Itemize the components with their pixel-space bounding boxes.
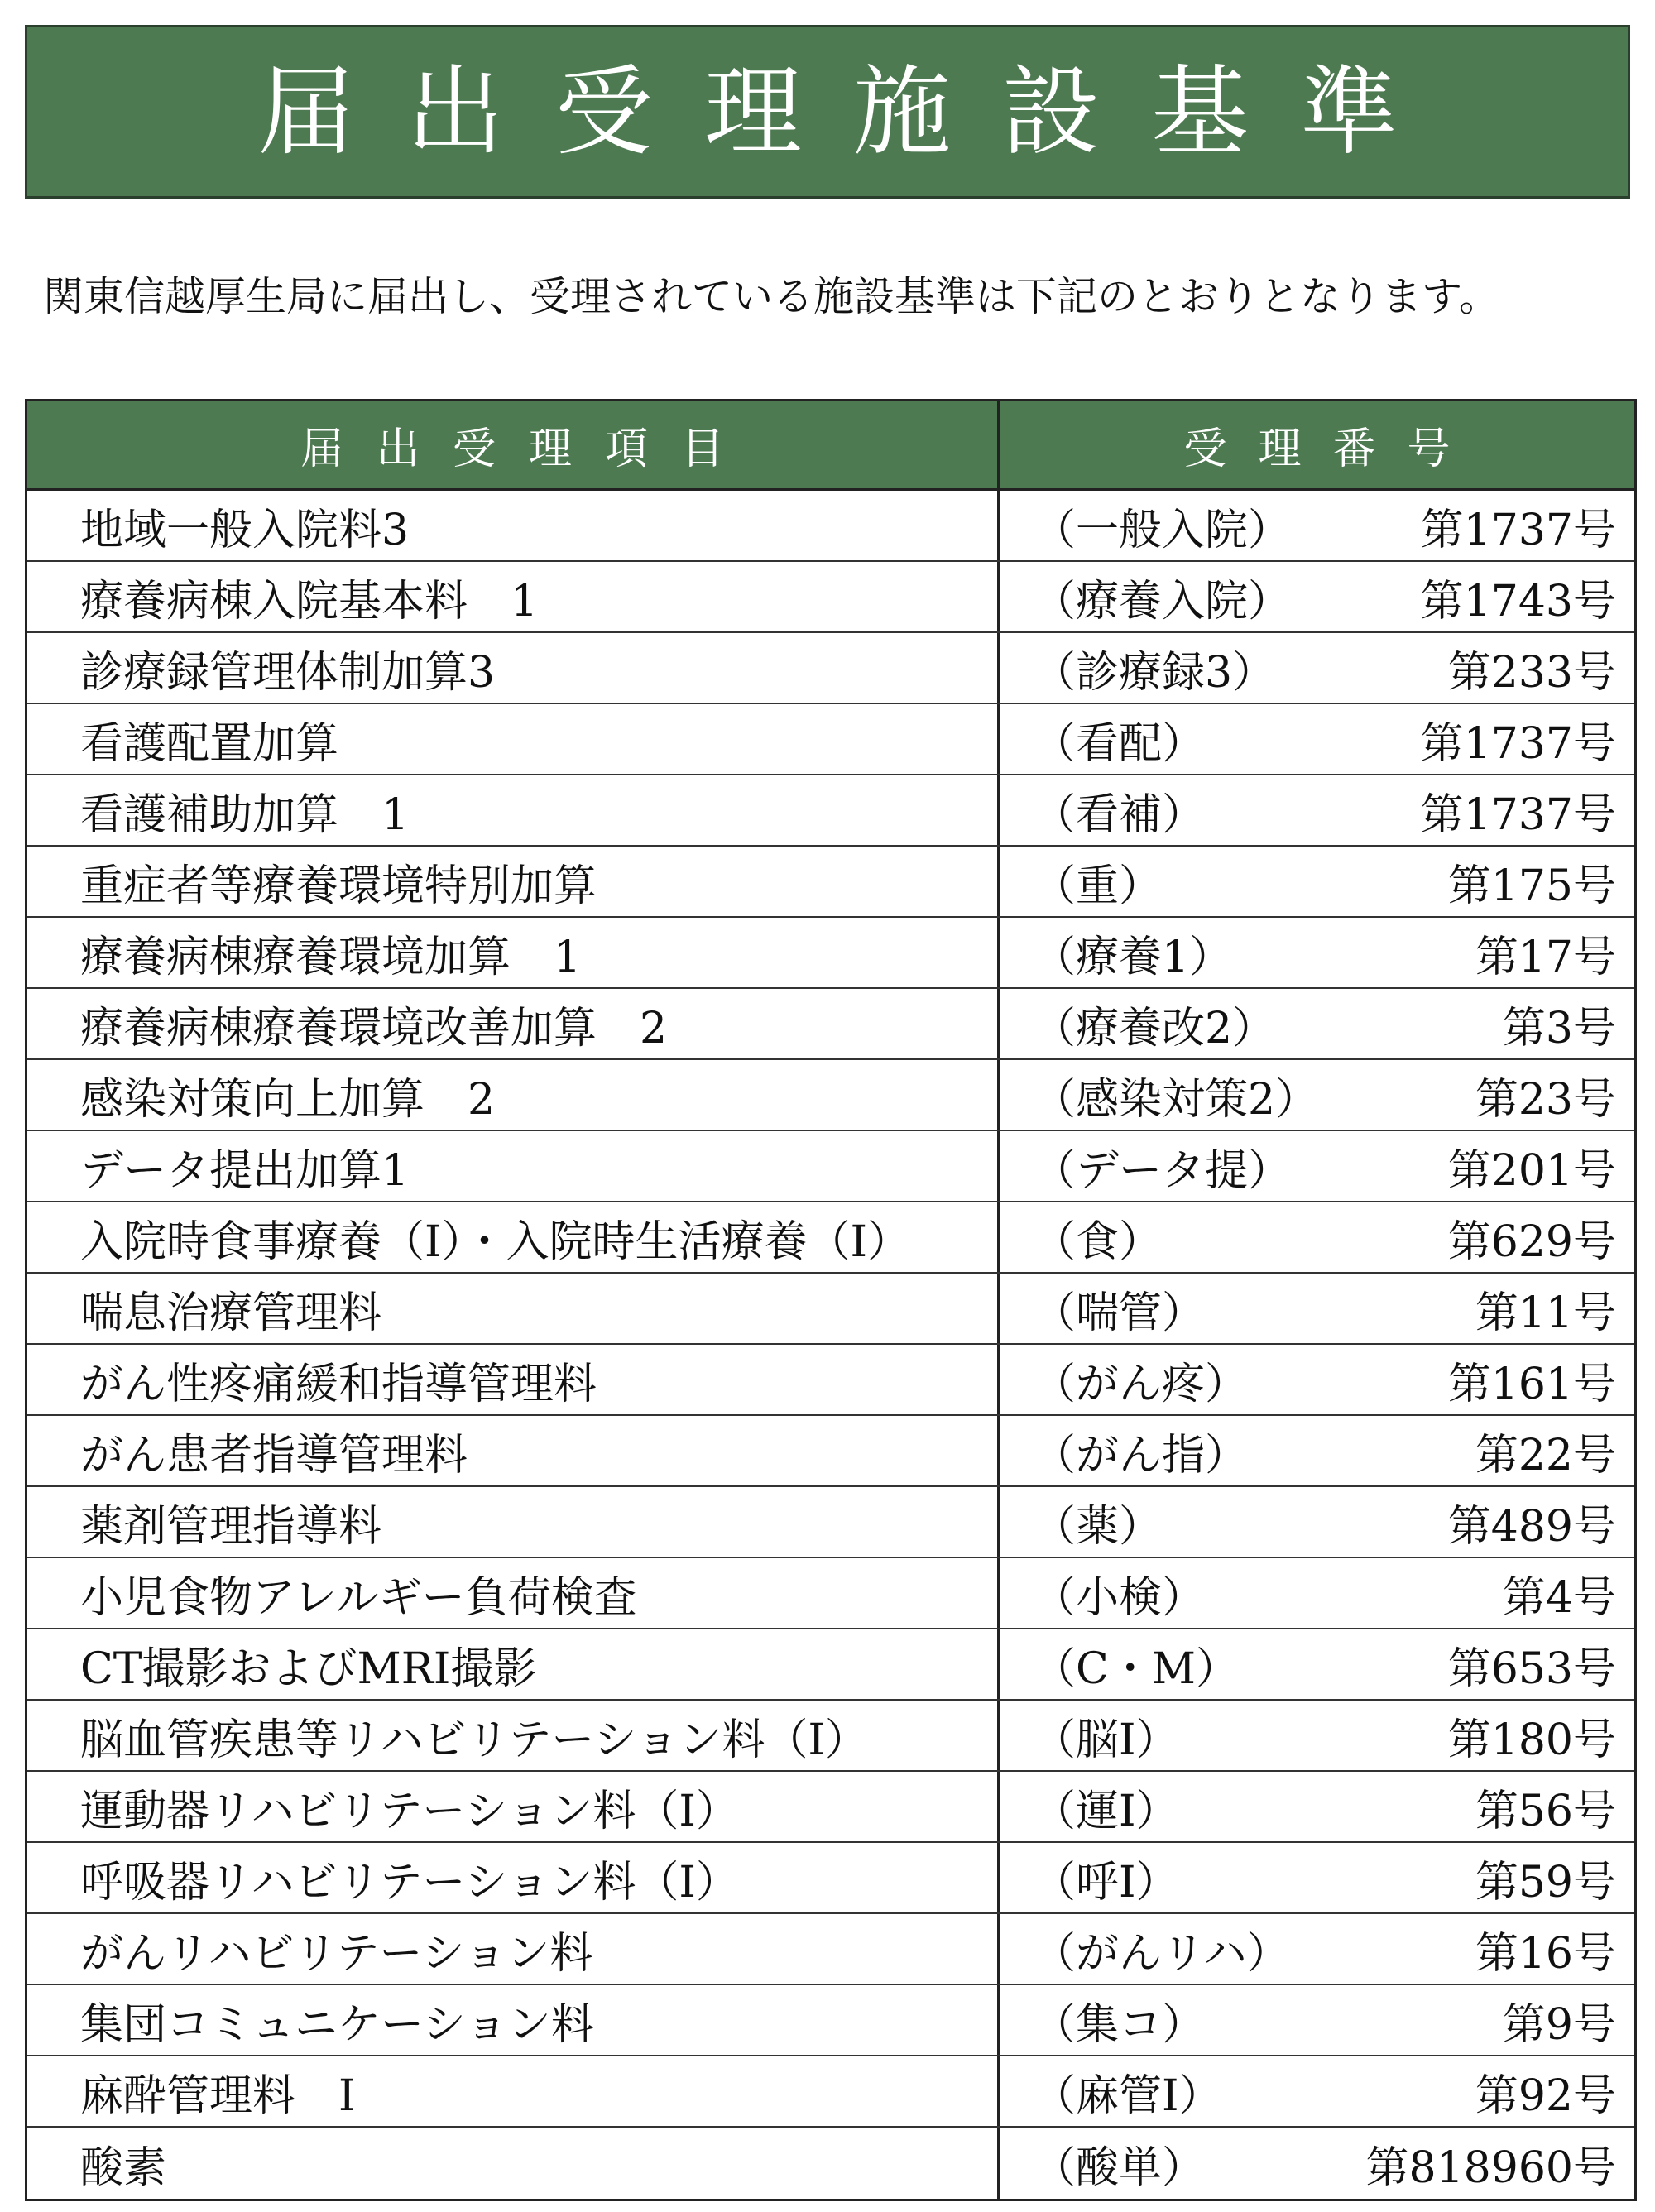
header-item: 届出受理項目 bbox=[27, 401, 1000, 488]
row-item: 酸素 bbox=[27, 2128, 1000, 2199]
row-item: CT撮影およびMRI撮影 bbox=[27, 1629, 1000, 1699]
row-number: 第1737号 bbox=[1420, 505, 1616, 555]
row-code: （酸単） bbox=[1033, 2142, 1206, 2193]
table-header-row bbox=[27, 401, 1634, 491]
table-row bbox=[27, 2128, 1634, 2199]
row-number: 第56号 bbox=[1475, 1786, 1616, 1836]
row-code: （がんリハ） bbox=[1033, 1928, 1290, 1979]
row-number-cell bbox=[1000, 775, 1634, 845]
row-number-cell bbox=[1000, 1843, 1634, 1912]
row-number: 第17号 bbox=[1475, 932, 1616, 982]
row-item: 小児食物アレルギー負荷検査 bbox=[27, 1558, 1000, 1628]
row-code: （C・M） bbox=[1033, 1643, 1240, 1694]
title-banner bbox=[25, 25, 1630, 199]
row-code: （食） bbox=[1033, 1216, 1163, 1267]
row-code: （看配） bbox=[1033, 718, 1206, 769]
row-number-cell bbox=[1000, 633, 1634, 703]
table-row bbox=[27, 1345, 1634, 1416]
row-number-cell bbox=[1000, 1060, 1634, 1130]
row-item: 入院時食事療養（Ⅰ）・入院時生活療養（Ⅰ） bbox=[27, 1202, 1000, 1272]
page-title: 届出受理施設基準 bbox=[257, 55, 1449, 169]
row-number: 第11号 bbox=[1475, 1288, 1616, 1338]
table-row bbox=[27, 1274, 1634, 1345]
row-item: 運動器リハビリテーション料（Ⅰ） bbox=[27, 1772, 1000, 1841]
table-row bbox=[27, 1914, 1634, 1985]
row-number-cell bbox=[1000, 1701, 1634, 1770]
row-number-cell bbox=[1000, 1487, 1634, 1557]
row-number-cell bbox=[1000, 562, 1634, 631]
row-item: 重症者等療養環境特別加算 bbox=[27, 847, 1000, 916]
row-number: 第1737号 bbox=[1420, 789, 1616, 840]
row-number: 第629号 bbox=[1447, 1216, 1616, 1267]
row-number-cell bbox=[1000, 1202, 1634, 1272]
row-item: がん患者指導管理料 bbox=[27, 1416, 1000, 1485]
row-number: 第3号 bbox=[1502, 1003, 1616, 1053]
row-code: （療養1） bbox=[1033, 932, 1233, 982]
row-item: 療養病棟入院基本料 1 bbox=[27, 562, 1000, 631]
row-number-cell bbox=[1000, 989, 1634, 1058]
row-number: 第23号 bbox=[1475, 1074, 1616, 1125]
row-number-cell bbox=[1000, 1985, 1634, 2055]
row-code: （感染対策2） bbox=[1033, 1074, 1319, 1125]
row-item: 喘息治療管理料 bbox=[27, 1274, 1000, 1343]
row-number: 第818960号 bbox=[1365, 2142, 1616, 2193]
row-code: （データ提） bbox=[1033, 1145, 1292, 1196]
row-number-cell bbox=[1000, 847, 1634, 916]
row-number: 第1743号 bbox=[1420, 576, 1616, 626]
row-item: 看護補助加算 1 bbox=[27, 775, 1000, 845]
row-number-cell bbox=[1000, 1629, 1634, 1699]
row-code: （重） bbox=[1033, 861, 1163, 911]
row-code: （集コ） bbox=[1033, 1999, 1206, 2050]
row-item: がんリハビリテーション料 bbox=[27, 1914, 1000, 1984]
row-number-cell bbox=[1000, 1416, 1634, 1485]
table-row bbox=[27, 1131, 1634, 1202]
row-number: 第92号 bbox=[1475, 2070, 1616, 2121]
row-number: 第180号 bbox=[1447, 1715, 1616, 1765]
table-row bbox=[27, 847, 1634, 918]
table-row bbox=[27, 1629, 1634, 1701]
row-code: （運Ⅰ） bbox=[1033, 1786, 1179, 1836]
table-row bbox=[27, 918, 1634, 989]
row-item: がん性疼痛緩和指導管理料 bbox=[27, 1345, 1000, 1414]
row-number: 第233号 bbox=[1447, 647, 1616, 698]
row-number: 第1737号 bbox=[1420, 718, 1616, 769]
row-item: 呼吸器リハビリテーション料（Ⅰ） bbox=[27, 1843, 1000, 1912]
row-number-cell bbox=[1000, 704, 1634, 774]
row-number-cell bbox=[1000, 1345, 1634, 1414]
table-row bbox=[27, 1416, 1634, 1487]
row-number-cell bbox=[1000, 918, 1634, 987]
row-item: 療養病棟療養環境改善加算 2 bbox=[27, 989, 1000, 1058]
row-number-cell bbox=[1000, 1274, 1634, 1343]
row-code: （呼Ⅰ） bbox=[1033, 1857, 1179, 1907]
row-item: 療養病棟療養環境加算 1 bbox=[27, 918, 1000, 987]
row-number: 第16号 bbox=[1475, 1928, 1616, 1979]
row-code: （喘管） bbox=[1033, 1288, 1206, 1338]
row-code: （薬） bbox=[1033, 1501, 1163, 1552]
table-row bbox=[27, 1558, 1634, 1629]
row-number-cell bbox=[1000, 491, 1634, 560]
row-number-cell bbox=[1000, 1131, 1634, 1201]
row-number-cell bbox=[1000, 2128, 1634, 2199]
table-row bbox=[27, 562, 1634, 633]
row-code: （小検） bbox=[1033, 1572, 1206, 1623]
row-code: （がん疼） bbox=[1033, 1359, 1249, 1409]
row-item: 診療録管理体制加算3 bbox=[27, 633, 1000, 703]
row-number: 第653号 bbox=[1447, 1643, 1616, 1694]
row-number-cell bbox=[1000, 1558, 1634, 1628]
row-item: 看護配置加算 bbox=[27, 704, 1000, 774]
row-item: 感染対策向上加算 2 bbox=[27, 1060, 1000, 1130]
row-item: データ提出加算1 bbox=[27, 1131, 1000, 1201]
row-number-cell bbox=[1000, 1914, 1634, 1984]
row-number: 第59号 bbox=[1475, 1857, 1616, 1907]
row-item: 集団コミュニケーション料 bbox=[27, 1985, 1000, 2055]
table-row bbox=[27, 1843, 1634, 1914]
table-row bbox=[27, 1985, 1634, 2056]
row-code: （療養入院） bbox=[1033, 576, 1292, 626]
row-code: （一般入院） bbox=[1033, 505, 1292, 555]
row-code: （療養改2） bbox=[1033, 1003, 1276, 1053]
table-row bbox=[27, 491, 1634, 562]
table-row bbox=[27, 1487, 1634, 1558]
row-code: （看補） bbox=[1033, 789, 1206, 840]
row-item: 麻酔管理料 Ⅰ bbox=[27, 2056, 1000, 2126]
row-number: 第201号 bbox=[1447, 1145, 1616, 1196]
table-row bbox=[27, 989, 1634, 1060]
row-item: 地域一般入院料3 bbox=[27, 491, 1000, 560]
table-row bbox=[27, 775, 1634, 847]
table-row bbox=[27, 1202, 1634, 1274]
table-row bbox=[27, 1772, 1634, 1843]
row-number: 第175号 bbox=[1447, 861, 1616, 911]
row-number-cell bbox=[1000, 2056, 1634, 2126]
header-number: 受理番号 bbox=[1183, 425, 1482, 474]
table-body bbox=[27, 491, 1634, 2199]
row-code: （診療録3） bbox=[1033, 647, 1276, 698]
row-item: 薬剤管理指導料 bbox=[27, 1487, 1000, 1557]
row-number: 第9号 bbox=[1502, 1999, 1616, 2050]
standards-table bbox=[25, 399, 1637, 2201]
row-number: 第22号 bbox=[1475, 1430, 1616, 1480]
table-row bbox=[27, 1701, 1634, 1772]
table-row bbox=[27, 2056, 1634, 2128]
table-row bbox=[27, 1060, 1634, 1131]
row-number: 第489号 bbox=[1447, 1501, 1616, 1552]
row-code: （がん指） bbox=[1033, 1430, 1249, 1480]
row-code: （麻管Ⅰ） bbox=[1033, 2070, 1222, 2121]
row-item: 脳血管疾患等リハビリテーション料（Ⅰ） bbox=[27, 1701, 1000, 1770]
row-number: 第161号 bbox=[1447, 1359, 1616, 1409]
row-number: 第4号 bbox=[1502, 1572, 1616, 1623]
intro-text: 関東信越厚生局に届出し、受理されている施設基準は下記のとおりとなります。 bbox=[43, 273, 1500, 320]
row-code: （脳Ⅰ） bbox=[1033, 1715, 1179, 1765]
table-row bbox=[27, 633, 1634, 704]
row-number-cell bbox=[1000, 1772, 1634, 1841]
table-row bbox=[27, 704, 1634, 775]
